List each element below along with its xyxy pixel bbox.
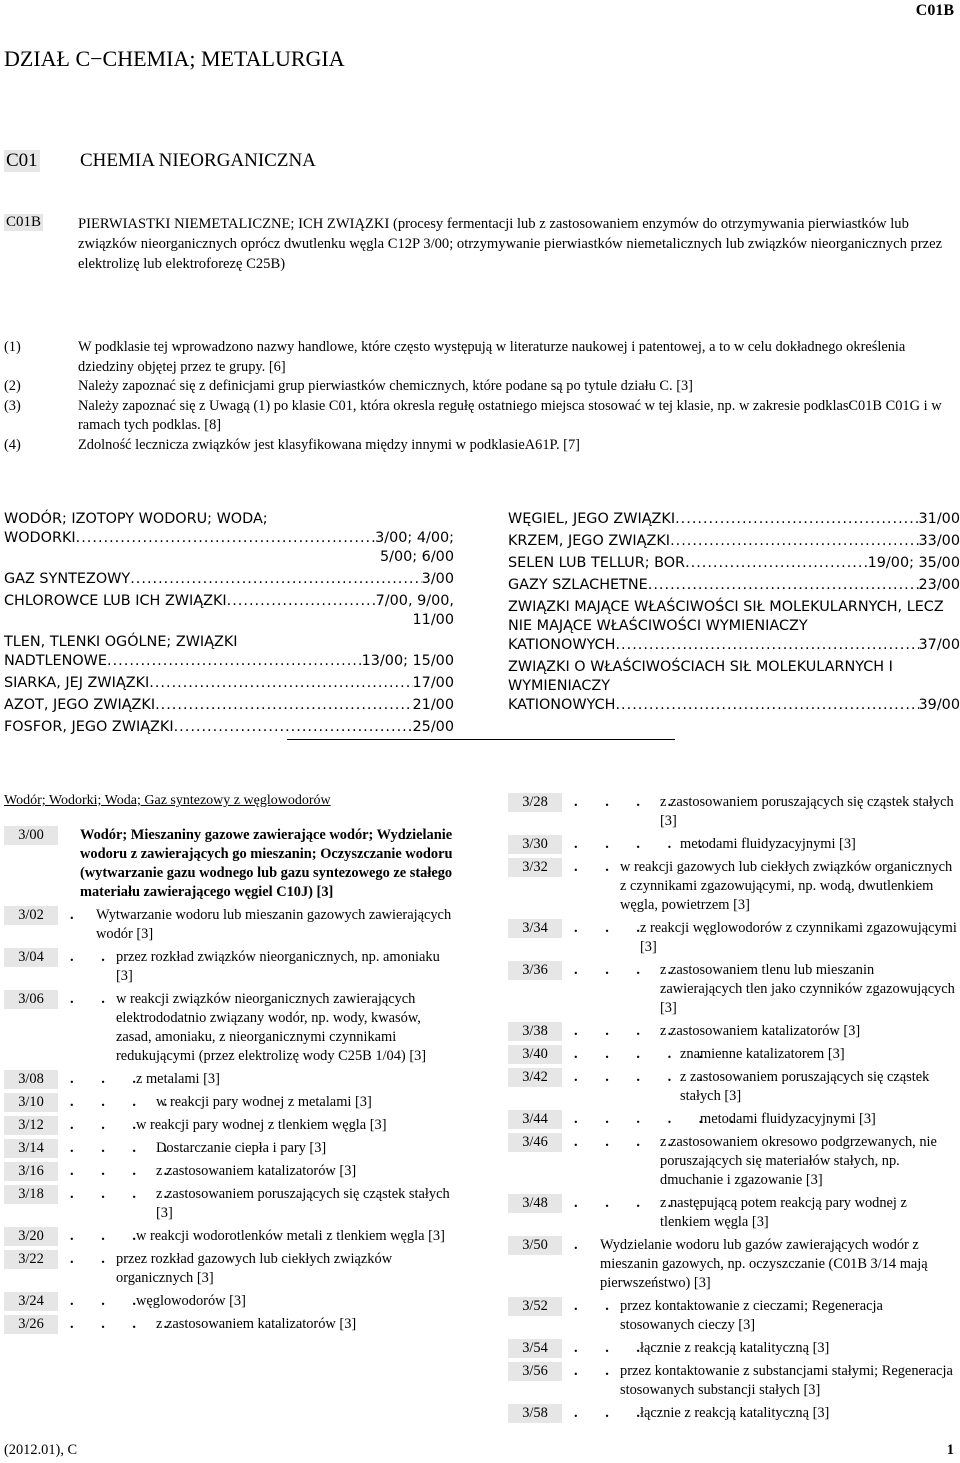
group-indent-dots: . . . (574, 920, 652, 936)
group-code: 3/58 (508, 1404, 562, 1423)
group-code: 3/06 (4, 990, 58, 1009)
group-indent-dots: . . . . (574, 794, 684, 810)
group-entry (508, 1022, 960, 1041)
group-indent-dots: . . . . (574, 1195, 684, 1211)
group-title: przez kontaktowanie z cieczami; Regeneracja stosowanych cieczy [3] (620, 1298, 883, 1333)
group-indent-dots: . . (70, 1251, 117, 1267)
index-entry-line (508, 636, 960, 655)
group-entry (508, 793, 960, 831)
index-entry-heading: TLEN, TLENKI OGÓLNE; ZWIĄZKI (4, 634, 238, 650)
note-text: Zdolność lecznicza związków jest klasyfikowana między innymi w podklasieA61P. [7] (78, 436, 580, 453)
index-entry (508, 554, 960, 573)
group-title: łącznie z reakcją katalityczną [3] (640, 1405, 830, 1421)
group-code: 3/18 (4, 1185, 58, 1204)
index-entry-line (4, 529, 454, 548)
group-indent-dots: . . . . . (574, 836, 715, 852)
group-code: 3/14 (4, 1139, 58, 1158)
index-leader-dots (675, 510, 918, 529)
index-entry (508, 532, 960, 551)
group-entry (4, 1250, 454, 1288)
group-title: z zastosowaniem tlenu lub mieszanin zawierających tlen jako czynników zgazowujących [3] (660, 962, 955, 1016)
note-item (4, 436, 960, 456)
index-entry-label: CHLOROWCE LUB ICH ZWIĄZKI (4, 593, 227, 609)
group-code: 3/26 (4, 1315, 58, 1334)
class-title: CHEMIA NIEORGANICZNA (80, 150, 316, 171)
index-entry-line (4, 652, 454, 671)
group-indent-dots: . . (574, 1363, 621, 1379)
note-item (4, 397, 960, 436)
group-entry (508, 1362, 960, 1400)
subclass-index-left (4, 510, 454, 740)
index-entry-reference: 21/00 (412, 697, 454, 713)
section-title: DZIAŁ C−CHEMIA; METALURGIA (4, 46, 345, 71)
index-entry (4, 718, 454, 737)
note-item (4, 377, 960, 397)
group-column-left (4, 826, 454, 1338)
group-entry (4, 1185, 454, 1223)
group-title: z metalami [3] (136, 1071, 220, 1087)
group-title: w reakcji pary wodnej z metalami [3] (156, 1094, 372, 1110)
group-entry (508, 1045, 960, 1064)
group-column-right (508, 793, 960, 1427)
corner-subclass-code: C01B (915, 2, 954, 19)
index-entry-label: SIARKA, JEJ ZWIĄZKI (4, 675, 150, 691)
footer-page-number: 1 (946, 1442, 954, 1458)
index-entry (4, 592, 454, 630)
index-entry-label: WĘGIEL, JEGO ZWIĄZKI (508, 511, 676, 527)
index-entry-reference: 31/00 (918, 511, 960, 527)
group-title: z reakcji węglowodorów z czynnikami zgazowującymi [3] (640, 920, 957, 955)
group-title: znamienne katalizatorem [3] (680, 1046, 845, 1062)
group-indent-dots: . . (574, 859, 621, 875)
group-code: 3/20 (4, 1227, 58, 1246)
group-entry (4, 1292, 454, 1311)
note-number: (2) (4, 378, 21, 394)
group-title: przez kontaktowanie z substancjami stałymi; Regeneracja stosowanych substancji stałych [3] (620, 1363, 953, 1398)
note-text: W podklasie tej wprowadzono nazwy handlowe, które często występują w literaturze naukowej i patentowej, a to w celu dokładnego określenia dziedziny objętej przez te grupy. [6] (78, 339, 906, 375)
index-entry-label: KATIONOWYCH (508, 697, 616, 713)
index-leader-dots (155, 696, 412, 715)
group-code: 3/28 (508, 793, 562, 812)
group-indent-dots: . . . (574, 1340, 652, 1356)
index-leader-dots (227, 592, 376, 611)
index-leader-dots (615, 636, 918, 655)
group-entry (4, 1315, 454, 1334)
index-entry-line (508, 510, 960, 529)
index-entry-heading: ZWIĄZKI O WŁAŚCIWOŚCIACH SIŁ MOLEKULARNYCH I WYMIENIACZY (508, 659, 893, 694)
index-entry-reference: 17/00 (412, 675, 454, 691)
notes-list (4, 338, 960, 455)
group-code: 3/08 (4, 1070, 58, 1089)
index-leader-dots (149, 674, 412, 693)
group-code: 3/56 (508, 1362, 562, 1381)
group-entry (508, 1068, 960, 1106)
guide-heading: Wodór; Wodorki; Woda; Gaz syntezowy z węglowodorów (4, 793, 331, 808)
group-title: łącznie z reakcją katalityczną [3] (640, 1340, 830, 1356)
index-entry-label: NADTLENOWE (4, 653, 108, 669)
index-entry-reference: 7/00, 9/00, (375, 593, 454, 609)
group-title: Wytwarzanie wodoru lub mieszanin gazowych zawierających wodór [3] (96, 907, 452, 942)
index-entry (4, 510, 454, 567)
group-indent-dots: . . . . (70, 1186, 180, 1202)
group-code: 3/36 (508, 961, 562, 980)
group-indent-dots: . . . . (70, 1163, 180, 1179)
group-entry (4, 1093, 454, 1112)
group-indent-dots: . . (70, 991, 117, 1007)
index-entry-line (508, 696, 960, 715)
group-title: w reakcji wodorotlenków metali z tlenkiem węgla [3] (136, 1228, 445, 1244)
group-entry (508, 1339, 960, 1358)
group-code: 3/50 (508, 1236, 562, 1255)
index-entry-reference-continued: 5/00; 6/00 (379, 549, 454, 565)
group-code: 3/30 (508, 835, 562, 854)
footer-edition: (2012.01), C (4, 1442, 78, 1458)
group-code: 3/10 (4, 1093, 58, 1112)
group-indent-dots: . . . (70, 1117, 148, 1133)
note-item (4, 338, 960, 377)
index-entry-line (4, 570, 454, 589)
group-title: z zastosowaniem katalizatorów [3] (156, 1163, 357, 1179)
group-entry (508, 1297, 960, 1335)
index-entry-label: GAZ SYNTEZOWY (4, 571, 131, 587)
index-entry-line (4, 674, 454, 693)
note-text: Należy zapoznać się z definicjami grup pierwiastków chemicznych, które podane są po tytule działu C. [3] (78, 378, 693, 394)
subclass-title-caps: PIERWIASTKI NIEMETALICZNE; ICH ZWIĄZKI (78, 216, 390, 232)
index-entry-reference: 3/00; 4/00; (375, 530, 454, 546)
group-entry (508, 1404, 960, 1423)
group-title: z zastosowaniem katalizatorów [3] (660, 1023, 861, 1039)
index-entry-heading: ZWIĄZKI MAJĄCE WŁAŚCIWOŚCI SIŁ MOLEKULARNYCH, LECZ NIE MAJĄCE WŁAŚCIWOŚCI WYMIENIACZY (508, 599, 944, 634)
index-entry-heading: WODÓR; IZOTOPY WODORU; WODA; (4, 511, 268, 527)
group-entry (508, 858, 960, 915)
group-entry (4, 906, 454, 944)
subclass-index-right (508, 510, 960, 718)
group-code: 3/34 (508, 919, 562, 938)
group-entry (508, 1133, 960, 1190)
group-title: metodami fluidyzacyjnymi [3] (680, 836, 856, 852)
group-indent-dots: . . . (70, 1228, 148, 1244)
group-entry (4, 1116, 454, 1135)
index-entry-reference: 23/00 (918, 577, 960, 593)
index-leader-dots (615, 696, 918, 715)
index-entry-line (508, 532, 960, 551)
group-entry (4, 826, 454, 902)
index-entry-line (4, 718, 454, 737)
group-code: 3/52 (508, 1297, 562, 1316)
group-title: w reakcji związków nieorganicznych zawierających elektrododatnio związany wodór, np. wody, kwasów, zasad, amoniaku, z nieorganicznymi czynnikami redukującymi (przez elektrolizę wody C25B 1/04) [3] (116, 991, 427, 1064)
group-indent-dots: . . . . (574, 1023, 684, 1039)
group-indent-dots: . . . . . (574, 1069, 715, 1085)
group-title: w reakcji gazowych lub ciekłych związków organicznych z czynnikami zgazowującymi, np. wodą, dwutlenkiem węgla, powietrzem [3] (620, 859, 953, 913)
group-entry (508, 1110, 960, 1129)
group-title: z zastosowaniem poruszających się cząstek stałych [3] (156, 1186, 450, 1221)
group-indent-dots: . . . (70, 1071, 148, 1087)
group-code: 3/04 (4, 948, 58, 967)
group-code: 3/24 (4, 1292, 58, 1311)
group-entry (4, 1162, 454, 1181)
group-code: 3/44 (508, 1110, 562, 1129)
index-leader-dots (670, 532, 918, 551)
note-number: (4) (4, 436, 21, 453)
group-code: 3/38 (508, 1022, 562, 1041)
note-number: (1) (4, 339, 21, 355)
index-entry (4, 570, 454, 589)
group-title: z zastosowaniem poruszających się cząstek stałych [3] (660, 794, 954, 829)
index-entry-label: GAZY SZLACHETNE (508, 577, 648, 593)
group-entry (508, 961, 960, 1018)
index-entry-label: FOSFOR, JEGO ZWIĄZKI (4, 719, 174, 735)
group-entry (4, 1070, 454, 1089)
group-title: w reakcji pary wodnej z tlenkiem węgla [3] (136, 1117, 387, 1133)
index-entry (508, 576, 960, 595)
group-title: z zastosowaniem okresowo podgrzewanych, nie poruszających się materiałów stałych, np. dmuchanie i zgazowanie [3] (660, 1134, 937, 1188)
group-title: Wodór; Mieszaniny gazowe zawierające wodór; Wydzielanie wodoru z zawierających go mieszanin; Oczyszczanie wodoru (wytwarzanie gazu wodnego lub gazu syntezowego ze stałego materiału zawierającego węgiel C10J) [3] (80, 827, 453, 900)
index-entry-reference: 13/00; 15/00 (361, 653, 454, 669)
index-entry-line (4, 696, 454, 715)
index-entry (508, 598, 960, 655)
group-entry (4, 990, 454, 1066)
group-indent-dots: . (70, 907, 86, 923)
index-entry-reference: 25/00 (412, 719, 454, 735)
group-title: przez rozkład związków nieorganicznych, np. amoniaku [3] (116, 949, 440, 984)
subclass-title-rest: (procesy fermentacji lub z zastosowaniem enzymów do otrzymywania pierwiastków lub związków nieorganicznych oprócz dwutlenku węgla C12P 3/00; otrzymywanie pierwiastków niemetalicznych lub związków nieorganicznych przez elektrolizę lub elektroforezę C25B) (78, 216, 943, 272)
group-entry (508, 1236, 960, 1293)
group-indent-dots: . . . (574, 1405, 652, 1421)
group-indent-dots: . . . . . . (574, 1111, 746, 1127)
index-entry (4, 633, 454, 671)
index-entry-reference-continued: 11/00 (412, 612, 454, 628)
group-code: 3/00 (4, 826, 58, 845)
group-indent-dots: . . (70, 949, 117, 965)
group-title: z zastosowaniem poruszających się cząstek stałych [3] (680, 1069, 930, 1104)
index-leader-dots (648, 576, 919, 595)
index-leader-dots (76, 529, 375, 548)
index-entry-label: SELEN LUB TELLUR; BOR (508, 555, 686, 571)
group-code: 3/46 (508, 1133, 562, 1152)
index-leader-dots (174, 718, 413, 737)
index-entry (4, 696, 454, 715)
index-entry-line (508, 554, 960, 573)
group-indent-dots: . . . (70, 1293, 148, 1309)
group-entry (4, 1139, 454, 1158)
group-code: 3/02 (4, 906, 58, 925)
group-code: 3/12 (4, 1116, 58, 1135)
group-title: Dostarczanie ciepła i pary [3] (156, 1140, 327, 1156)
group-code: 3/42 (508, 1068, 562, 1087)
group-entry (508, 835, 960, 854)
note-text: Należy zapoznać się z Uwagą (1) po klasie C01, która okresla regułę ostatniego miejsca stosować w tej klasie, np. w zakresie podklasC01B C01G i w ramach tych podklas. [8] (78, 397, 942, 433)
index-entry (508, 658, 960, 715)
group-indent-dots: . . . . (574, 962, 684, 978)
index-entry-label: WODORKI (4, 530, 76, 546)
group-entry (4, 948, 454, 986)
index-entry-label: KATIONOWYCH (508, 637, 616, 653)
group-indent-dots: . . . . (574, 1134, 684, 1150)
subclass-title (78, 214, 958, 274)
group-code: 3/16 (4, 1162, 58, 1181)
index-entry-reference: 3/00 (421, 571, 454, 587)
index-entry-label: AZOT, JEGO ZWIĄZKI (4, 697, 156, 713)
group-title: z następującą potem reakcją pary wodnej z tlenkiem węgla [3] (660, 1195, 907, 1230)
group-code: 3/40 (508, 1045, 562, 1064)
group-title: metodami fluidyzacyjnymi [3] (700, 1111, 876, 1127)
group-indent-dots: . . (574, 1298, 621, 1314)
group-indent-dots: . . . . (70, 1140, 180, 1156)
index-leader-dots (107, 652, 362, 671)
group-title: węglowodorów [3] (136, 1293, 246, 1309)
index-entry (508, 510, 960, 529)
group-code: 3/54 (508, 1339, 562, 1358)
group-indent-dots: . . . . (70, 1316, 180, 1332)
subclass-code: C01B (6, 214, 42, 230)
index-entry-reference: 39/00 (918, 697, 960, 713)
group-entry (508, 919, 960, 957)
group-indent-dots: . . . . . (574, 1046, 715, 1062)
group-indent-dots: . (574, 1237, 590, 1253)
group-code: 3/22 (4, 1250, 58, 1269)
group-code: 3/48 (508, 1194, 562, 1213)
separator-rule (287, 739, 675, 740)
group-entry (4, 1227, 454, 1246)
group-title: Wydzielanie wodoru lub gazów zawierających wodór z mieszanin gazowych, np. oczyszczanie (C01B 3/14 mają pierwszeństwo) [3] (600, 1237, 928, 1291)
index-entry-line (4, 592, 454, 611)
index-entry-label: KRZEM, JEGO ZWIĄZKI (508, 533, 671, 549)
index-leader-dots (685, 554, 868, 573)
group-indent-dots: . . . . (70, 1094, 180, 1110)
group-title: z zastosowaniem katalizatorów [3] (156, 1316, 357, 1332)
index-entry-line (508, 576, 960, 595)
index-entry-reference: 33/00 (918, 533, 960, 549)
index-entry-reference: 37/00 (918, 637, 960, 653)
index-leader-dots (130, 570, 421, 589)
note-number: (3) (4, 397, 21, 414)
group-code: 3/32 (508, 858, 562, 877)
group-title: przez rozkład gazowych lub ciekłych związków organicznych [3] (116, 1251, 393, 1286)
index-entry-reference: 19/00; 35/00 (867, 555, 960, 571)
class-code: C01 (6, 150, 38, 171)
index-entry (4, 674, 454, 693)
group-entry (508, 1194, 960, 1232)
